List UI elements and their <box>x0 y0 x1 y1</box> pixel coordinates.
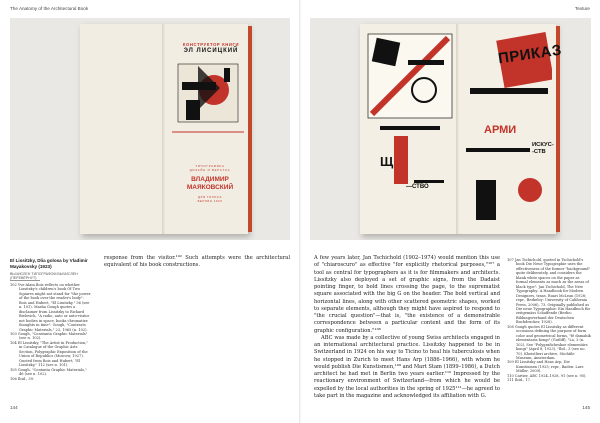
cover-imprint-bottom: ДЛЯ ГОЛОСА БЕРЛИН 1923 <box>197 195 223 203</box>
footnote-rule-left <box>10 280 40 281</box>
spread-word-prikaz: ПРИКАЗ <box>497 41 563 68</box>
footnote: 103 Gough, "Constanta Graphic Materials" (see n. 102). <box>10 331 88 341</box>
figure-caption-title: El Lissitzky, Dlia golosa by Vladimir Mayakovsky (1923) <box>10 258 88 270</box>
cover-constructor-line: КОНСТРУКТОР КНИГИ <box>182 42 240 47</box>
cover-artwork <box>172 60 244 156</box>
cover-imprint-top: ТИПОГРАФИКА ДИЗАЙН И ВЕРСТКА <box>189 164 231 172</box>
spread-word-stvo: —СТВО <box>406 184 429 190</box>
paragraph: ABC was made by a collective of young Swiss architects engaged in an international architectural practice. Lissitzky happened to be in Switzerland in 1924 on his way to Ticino to heal his tuberculosis when he stopped in Zurich to meet Hans Arp (1886–1966), with whom he would publish Die Kunstismen,¹⁰⁹ and Mart Stam (1899–1986), a Dutch architect he had met in Berlin two years earlier.¹¹⁰ Impressed by the reactionary environment of Switzerland—from which he would be expelled by the local authorities in the spring of 1925¹¹¹—he agreed to take part in the magazine and acknowledged its affiliation with G. <box>314 334 500 399</box>
page-number-right: 145 <box>582 405 590 410</box>
open-book-left <box>80 24 248 234</box>
running-head-left: The Anatomy of the Architectural Book <box>10 6 89 11</box>
paragraph: response from the visitor.¹⁰² Such attempts were the architectural equivalent of his book constructions. <box>104 255 290 269</box>
cover-author-mayakovsky: ВЛАДИМИР МАЯКОВСКИЙ <box>186 176 234 191</box>
footnote: 105 Gough, "Contanta Graphic Materials," 46 (see n. 102). <box>10 367 87 377</box>
footnotes-left <box>10 283 92 381</box>
footnote: 107 Jan Tschichold, quoted in Tschichold's book Die Neue Typographie uses the effectiveness of the former "background" quite deliberately, and considers the blank white spaces on the paper as formal elements as much as the areas of black type": Jan Tschichold, The New Typography: A Handbook for Modern Designers, trans. Ruari McLean (1928; repr., Berkeley: University of California Press, 2006), 73. Originally published as Die neue Typographie: Ein Handbuch für zeitgemäss Schaffende (Berlin: Bildungsverband der Deutschen Buchdrucker, 1928). <box>507 258 591 325</box>
spread-left-artwork <box>364 30 456 230</box>
running-head-right: Texture <box>574 6 590 11</box>
footnote: 108 Gough quotes El Lissitzky as different occasions defining the purpose of form color and geometrical forms, "fé damahik elementaria kongi" (Gutliff), "La, 3 (n. 102). See "Polygraficheskoe elementärs kongi" (April 8, 1923), "Ibd., 3 (see no. 70). Kheistlieri archive, Stichtile Museum, Amsterdam. <box>507 324 591 360</box>
photo-dlia-golosa-cover <box>10 18 290 240</box>
photo-dlia-golosa-spread <box>310 18 591 240</box>
body-text-right <box>314 255 500 400</box>
page-number-left: 144 <box>10 405 18 410</box>
spread-letter-shch: Щ <box>380 154 394 169</box>
spread-word-armii: АРМИ <box>484 124 517 136</box>
footnote: 104 El Lissitzky, "The Artist in Production," in Catalogue of the Graphic Arts Section, Polygraphic Exposition of the Union of Republics (Moscow, 1927). Quoted from Bois and Hubert, "El Lissitzky," 112 (see n. 101). <box>10 340 88 368</box>
cover-author-name: ЭЛ ЛИСИЦКИЙ <box>183 48 239 54</box>
footnote: 106 Ibid., 39. <box>10 376 34 381</box>
body-text-left <box>104 255 290 270</box>
book-spine <box>162 24 166 234</box>
footnote: 111 Ibid., 17. <box>507 378 531 383</box>
footnote: 109 El Lissitzky and Hans Arp, Die Kunstismen (1925; repr., Baden: Lars Müller, 2009). <box>507 360 584 374</box>
book-edge <box>248 26 252 232</box>
footnotes-right <box>507 258 591 383</box>
footnote: 102 Yve-Alain Bois reflects on whether Lissitzky's children's book Of Two Squares might not stand for "the power of the book over the reader's body": Bois and Hubert, "El Lissitzky," 56 (see n. 101). Masha Gough quotes a disclaimer from Lissitzky to Richard Bielovich, "A radio, auto or auto-visitor not bodies in space, books chromatize thoughts in time": Gough, "Contrasts Graphic Materials," 23, 1965 (n. 102). <box>10 283 91 332</box>
footnote: 110 Cartier, ABC 1924–1928, 91 (see n. 95). <box>507 373 587 378</box>
paragraph: A few years later, Jan Tschichold (1902–1974) would mention this use of "chiaroscuro" as effective "for explicitly rhetorical purposes,"¹⁰⁷ a tool as central for typographers as it is for filmmakers and architects. Lissitzky also deployed a set of graphic signs, from the Dadaist pointing finger, to bold lines crossing the page, to the suprematist square associated with the big G on the header. The bold vertical and horizontal lines, along with other scattered geometric shapes, worked to separate elements, although they might have aspired to respond to "the crucial question"—that is, "the existence of a demonstrable correspondence between a particular content and the form of its graphic configuration."¹⁰⁸ <box>314 255 500 334</box>
spread-word-iskusstvo: ИСКУС- -СТВ <box>532 142 554 155</box>
spread-gutter <box>299 0 301 423</box>
figure-caption-subtitle: ВЫЧИСЛЕН ТИПОГРАФОМ ВЫЧИСЛЕН (ПЕРЕВЁРНУТ) <box>10 272 78 280</box>
open-book-right <box>360 24 563 234</box>
